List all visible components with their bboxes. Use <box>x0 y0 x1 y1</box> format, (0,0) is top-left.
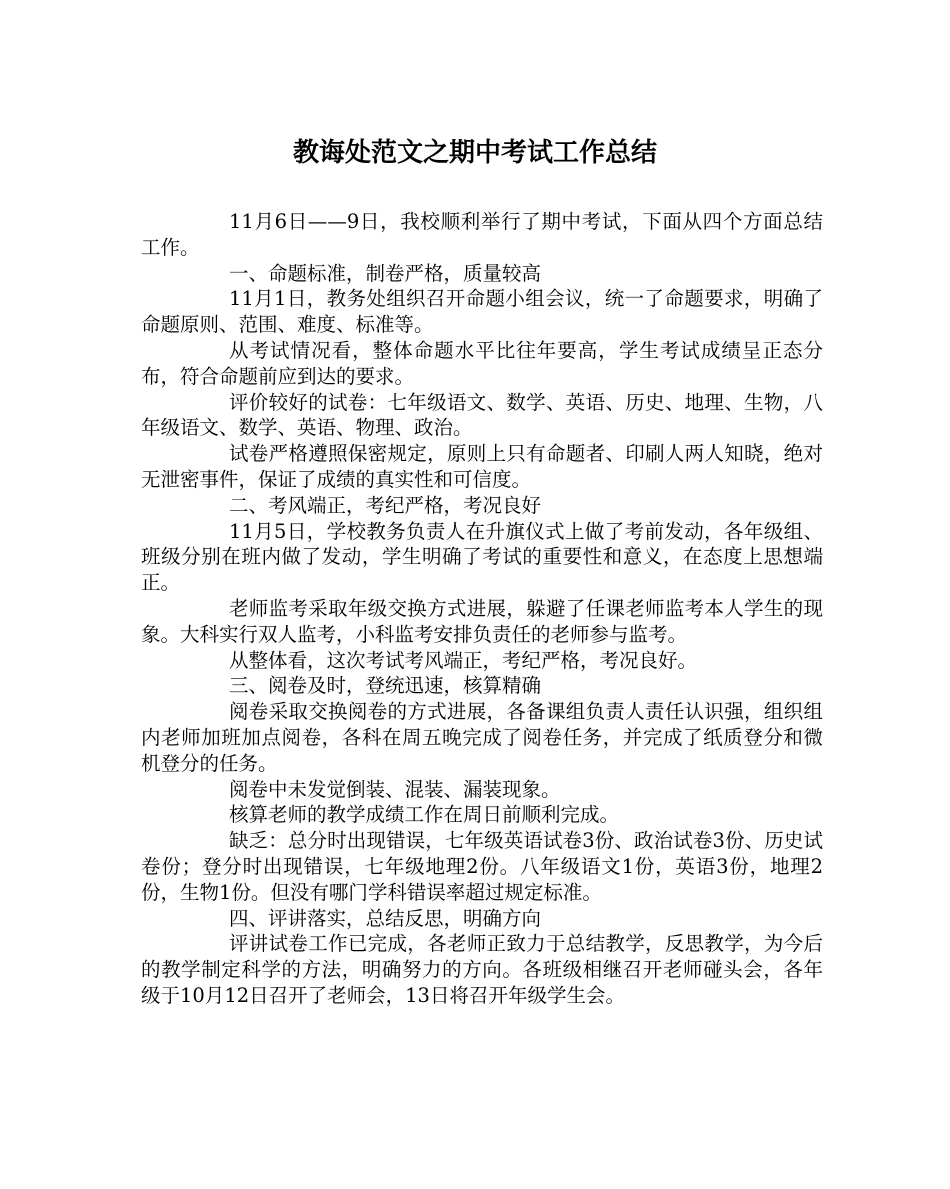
paragraph-intro: 11月6日——9日，我校顺利举行了期中考试，下面从四个方面总结工作。 <box>141 210 823 259</box>
paragraph: 从整体看，这次考试考风端正，考纪严格，考况良好。 <box>229 648 698 672</box>
section-heading-2: 二、考风端正，考纪严格，考况良好 <box>229 493 542 517</box>
paragraph: 评价较好的试卷：七年级语文、数学、英语、历史、地理、生物，八年级语文、数学、英语、物理、政治。 <box>141 390 823 440</box>
paragraph: 核算老师的教学成绩工作在周日前顺利完成。 <box>229 803 620 827</box>
section-heading-1: 一、命题标准，制卷严格，质量较高 <box>229 261 542 285</box>
section-heading-4: 四、评讲落实，总结反思，明确方向 <box>229 906 542 930</box>
document-title: 教诲处范文之期中考试工作总结 <box>292 138 657 168</box>
paragraph: 11月5日，学校教务负责人在升旗仪式上做了考前发动，各年级组、班级分别在班内做了发动，学生明确了考试的重要性和意义，在态度上思想端正。 <box>141 519 823 595</box>
paragraph: 阅卷采取交换阅卷的方式进展，各备课组负责人责任认识强，组织组内老师加班加点阅卷，各科在周五晚完成了阅卷任务，并完成了纸质登分和微机登分的任务。 <box>141 700 823 775</box>
paragraph: 缺乏：总分时出现错误，七年级英语试卷3份、政治试卷3份、历史试卷份；登分时出现错误，七年级地理2份。八年级语文1份，英语3份，地理2份，生物1份。但没有哪门学科错误率超过规定标准。 <box>141 829 823 904</box>
section-heading-3: 三、阅卷及时，登统迅速，核算精确 <box>229 674 542 698</box>
paragraph: 从考试情况看，整体命题水平比往年要高，学生考试成绩呈正态分布，符合命题前应到达的要求。 <box>141 338 823 388</box>
paragraph: 阅卷中未发觉倒装、混装、漏装现象。 <box>229 777 561 801</box>
paragraph: 老师监考采取年级交换方式进展，躲避了任课老师监考本人学生的现象。大科实行双人监考，小科监考安排负责任的老师参与监考。 <box>141 596 823 646</box>
paragraph: 试卷严格遵照保密规定，原则上只有命题者、印刷人两人知晓，绝对无泄密事件，保证了成绩的真实性和可信度。 <box>141 442 823 491</box>
paragraph: 评讲试卷工作已完成，各老师正致力于总结教学，反思教学，为今后的教学制定科学的方法，明确努力的方向。各班级相继召开老师碰头会，各年级于10月12日召开了老师会，13日将召开年级学生会。 <box>141 932 823 1007</box>
paragraph: 11月1日，教务处组织召开命题小组会议，统一了命题要求，明确了命题原则、范围、难度、标准等。 <box>141 287 823 337</box>
document-body <box>141 209 823 1009</box>
